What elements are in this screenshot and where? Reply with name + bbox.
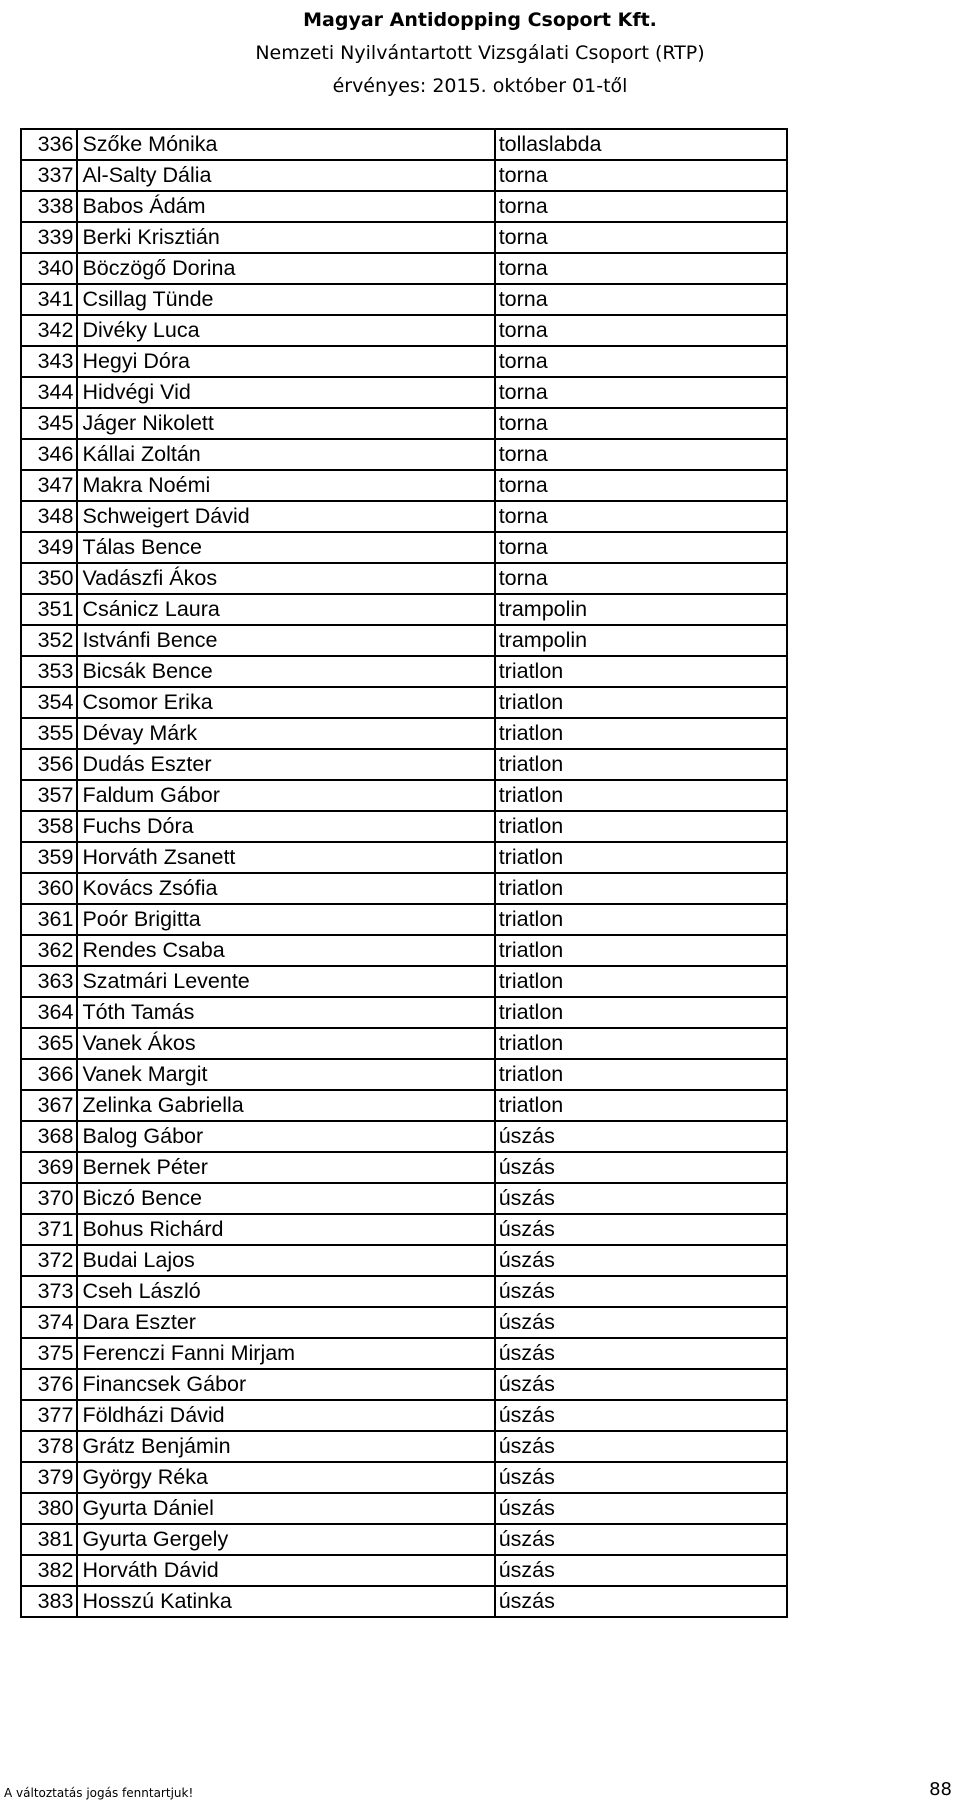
row-number-cell: 341 bbox=[21, 284, 77, 315]
sport-cell: tollaslabda bbox=[495, 129, 787, 160]
athlete-name-cell: Al-Salty Dália bbox=[77, 160, 494, 191]
athlete-name-cell: Poór Brigitta bbox=[77, 904, 494, 935]
sport-cell: torna bbox=[495, 501, 787, 532]
athlete-name-cell: Makra Noémi bbox=[77, 470, 494, 501]
row-number-cell: 358 bbox=[21, 811, 77, 842]
row-number-cell: 357 bbox=[21, 780, 77, 811]
table-row bbox=[21, 563, 787, 594]
sport-cell: úszás bbox=[495, 1214, 787, 1245]
table-row bbox=[21, 718, 787, 749]
table-row bbox=[21, 935, 787, 966]
row-number-cell: 347 bbox=[21, 470, 77, 501]
table-row bbox=[21, 904, 787, 935]
table-row bbox=[21, 253, 787, 284]
athlete-name-cell: Hidvégi Vid bbox=[77, 377, 494, 408]
sport-cell: triatlon bbox=[495, 1059, 787, 1090]
athlete-name-cell: Babos Ádám bbox=[77, 191, 494, 222]
athlete-name-cell: Financsek Gábor bbox=[77, 1369, 494, 1400]
table-row bbox=[21, 1276, 787, 1307]
sport-cell: triatlon bbox=[495, 904, 787, 935]
sport-cell: torna bbox=[495, 408, 787, 439]
document-header bbox=[0, 0, 960, 103]
sport-cell: úszás bbox=[495, 1524, 787, 1555]
table-row bbox=[21, 873, 787, 904]
row-number-cell: 362 bbox=[21, 935, 77, 966]
sport-cell: torna bbox=[495, 563, 787, 594]
table-row bbox=[21, 625, 787, 656]
table-row bbox=[21, 439, 787, 470]
athlete-name-cell: Gyurta Gergely bbox=[77, 1524, 494, 1555]
sport-cell: triatlon bbox=[495, 749, 787, 780]
row-number-cell: 354 bbox=[21, 687, 77, 718]
table-row bbox=[21, 1028, 787, 1059]
sport-cell: torna bbox=[495, 377, 787, 408]
row-number-cell: 365 bbox=[21, 1028, 77, 1059]
table-row bbox=[21, 966, 787, 997]
athlete-name-cell: Berki Krisztián bbox=[77, 222, 494, 253]
row-number-cell: 351 bbox=[21, 594, 77, 625]
row-number-cell: 378 bbox=[21, 1431, 77, 1462]
sport-cell: triatlon bbox=[495, 1090, 787, 1121]
sport-cell: torna bbox=[495, 160, 787, 191]
table-row bbox=[21, 470, 787, 501]
table-row bbox=[21, 656, 787, 687]
sport-cell: úszás bbox=[495, 1121, 787, 1152]
table-row bbox=[21, 1431, 787, 1462]
athlete-name-cell: Vanek Ákos bbox=[77, 1028, 494, 1059]
athlete-table bbox=[20, 128, 788, 1618]
athlete-name-cell: Szőke Mónika bbox=[77, 129, 494, 160]
sport-cell: úszás bbox=[495, 1338, 787, 1369]
row-number-cell: 342 bbox=[21, 315, 77, 346]
sport-cell: úszás bbox=[495, 1183, 787, 1214]
row-number-cell: 375 bbox=[21, 1338, 77, 1369]
athlete-name-cell: Faldum Gábor bbox=[77, 780, 494, 811]
row-number-cell: 336 bbox=[21, 129, 77, 160]
athlete-name-cell: Rendes Csaba bbox=[77, 935, 494, 966]
athlete-name-cell: Biczó Bence bbox=[77, 1183, 494, 1214]
athlete-name-cell: Horváth Zsanett bbox=[77, 842, 494, 873]
row-number-cell: 374 bbox=[21, 1307, 77, 1338]
sport-cell: úszás bbox=[495, 1400, 787, 1431]
table-row bbox=[21, 1059, 787, 1090]
table-row bbox=[21, 160, 787, 191]
athlete-name-cell: Tálas Bence bbox=[77, 532, 494, 563]
table-row bbox=[21, 687, 787, 718]
sport-cell: torna bbox=[495, 253, 787, 284]
table-row bbox=[21, 594, 787, 625]
row-number-cell: 344 bbox=[21, 377, 77, 408]
table-row bbox=[21, 1183, 787, 1214]
table-row bbox=[21, 501, 787, 532]
table-row bbox=[21, 1152, 787, 1183]
row-number-cell: 356 bbox=[21, 749, 77, 780]
row-number-cell: 367 bbox=[21, 1090, 77, 1121]
sport-cell: triatlon bbox=[495, 687, 787, 718]
sport-cell: torna bbox=[495, 346, 787, 377]
row-number-cell: 383 bbox=[21, 1586, 77, 1617]
table-row bbox=[21, 284, 787, 315]
table-row bbox=[21, 997, 787, 1028]
athlete-name-cell: Szatmári Levente bbox=[77, 966, 494, 997]
table-row bbox=[21, 532, 787, 563]
document-subtitle: Nemzeti Nyilvántartott Vizsgálati Csoport (RTP) bbox=[255, 42, 705, 64]
sport-cell: torna bbox=[495, 315, 787, 346]
sport-cell: triatlon bbox=[495, 966, 787, 997]
athlete-name-cell: Földházi Dávid bbox=[77, 1400, 494, 1431]
row-number-cell: 371 bbox=[21, 1214, 77, 1245]
row-number-cell: 363 bbox=[21, 966, 77, 997]
table-row bbox=[21, 129, 787, 160]
athlete-name-cell: Grátz Benjámin bbox=[77, 1431, 494, 1462]
athlete-name-cell: Cseh László bbox=[77, 1276, 494, 1307]
table-row bbox=[21, 1369, 787, 1400]
sport-cell: torna bbox=[495, 222, 787, 253]
row-number-cell: 372 bbox=[21, 1245, 77, 1276]
athlete-name-cell: Dévay Márk bbox=[77, 718, 494, 749]
table-row bbox=[21, 1462, 787, 1493]
row-number-cell: 348 bbox=[21, 501, 77, 532]
athlete-name-cell: Bohus Richárd bbox=[77, 1214, 494, 1245]
sport-cell: úszás bbox=[495, 1462, 787, 1493]
row-number-cell: 350 bbox=[21, 563, 77, 594]
table-row bbox=[21, 842, 787, 873]
footer-note: A változtatás jogás fenntartjuk! bbox=[4, 1786, 194, 1800]
sport-cell: torna bbox=[495, 532, 787, 563]
table-row bbox=[21, 1121, 787, 1152]
athlete-name-cell: Hosszú Katinka bbox=[77, 1586, 494, 1617]
row-number-cell: 343 bbox=[21, 346, 77, 377]
row-number-cell: 353 bbox=[21, 656, 77, 687]
table-row bbox=[21, 1090, 787, 1121]
row-number-cell: 370 bbox=[21, 1183, 77, 1214]
table-row bbox=[21, 811, 787, 842]
athlete-name-cell: Horváth Dávid bbox=[77, 1555, 494, 1586]
row-number-cell: 337 bbox=[21, 160, 77, 191]
row-number-cell: 340 bbox=[21, 253, 77, 284]
table-row bbox=[21, 315, 787, 346]
table-row bbox=[21, 408, 787, 439]
sport-cell: úszás bbox=[495, 1555, 787, 1586]
sport-cell: torna bbox=[495, 284, 787, 315]
sport-cell: úszás bbox=[495, 1431, 787, 1462]
athlete-rows bbox=[21, 129, 787, 1617]
sport-cell: úszás bbox=[495, 1152, 787, 1183]
row-number-cell: 381 bbox=[21, 1524, 77, 1555]
sport-cell: triatlon bbox=[495, 656, 787, 687]
athlete-name-cell: Bicsák Bence bbox=[77, 656, 494, 687]
athlete-name-cell: Jáger Nikolett bbox=[77, 408, 494, 439]
row-number-cell: 382 bbox=[21, 1555, 77, 1586]
row-number-cell: 339 bbox=[21, 222, 77, 253]
sport-cell: triatlon bbox=[495, 1028, 787, 1059]
sport-cell: úszás bbox=[495, 1245, 787, 1276]
row-number-cell: 377 bbox=[21, 1400, 77, 1431]
table-row bbox=[21, 377, 787, 408]
sport-cell: triatlon bbox=[495, 780, 787, 811]
athlete-name-cell: Csánicz Laura bbox=[77, 594, 494, 625]
sport-cell: triatlon bbox=[495, 811, 787, 842]
table-row bbox=[21, 1338, 787, 1369]
table-row bbox=[21, 1524, 787, 1555]
athlete-name-cell: Budai Lajos bbox=[77, 1245, 494, 1276]
table-row bbox=[21, 1493, 787, 1524]
row-number-cell: 364 bbox=[21, 997, 77, 1028]
table-row bbox=[21, 1214, 787, 1245]
row-number-cell: 376 bbox=[21, 1369, 77, 1400]
athlete-name-cell: Divéky Luca bbox=[77, 315, 494, 346]
table-row bbox=[21, 1400, 787, 1431]
athlete-name-cell: Istvánfi Bence bbox=[77, 625, 494, 656]
athlete-name-cell: Dara Eszter bbox=[77, 1307, 494, 1338]
row-number-cell: 345 bbox=[21, 408, 77, 439]
athlete-name-cell: Dudás Eszter bbox=[77, 749, 494, 780]
sport-cell: trampolin bbox=[495, 625, 787, 656]
row-number-cell: 380 bbox=[21, 1493, 77, 1524]
athlete-name-cell: Hegyi Dóra bbox=[77, 346, 494, 377]
table-row bbox=[21, 1555, 787, 1586]
athlete-name-cell: Böczögő Dorina bbox=[77, 253, 494, 284]
table-row bbox=[21, 1307, 787, 1338]
athlete-name-cell: Balog Gábor bbox=[77, 1121, 494, 1152]
athlete-name-cell: Csomor Erika bbox=[77, 687, 494, 718]
row-number-cell: 360 bbox=[21, 873, 77, 904]
sport-cell: torna bbox=[495, 439, 787, 470]
row-number-cell: 369 bbox=[21, 1152, 77, 1183]
page-number: 88 bbox=[929, 1779, 952, 1800]
athlete-name-cell: György Réka bbox=[77, 1462, 494, 1493]
sport-cell: torna bbox=[495, 191, 787, 222]
row-number-cell: 379 bbox=[21, 1462, 77, 1493]
sport-cell: úszás bbox=[495, 1493, 787, 1524]
athlete-name-cell: Tóth Tamás bbox=[77, 997, 494, 1028]
row-number-cell: 373 bbox=[21, 1276, 77, 1307]
sport-cell: triatlon bbox=[495, 842, 787, 873]
athlete-name-cell: Zelinka Gabriella bbox=[77, 1090, 494, 1121]
row-number-cell: 338 bbox=[21, 191, 77, 222]
table-row bbox=[21, 749, 787, 780]
row-number-cell: 361 bbox=[21, 904, 77, 935]
athlete-name-cell: Kovács Zsófia bbox=[77, 873, 494, 904]
sport-cell: triatlon bbox=[495, 935, 787, 966]
athlete-name-cell: Schweigert Dávid bbox=[77, 501, 494, 532]
table-row bbox=[21, 780, 787, 811]
athlete-name-cell: Ferenczi Fanni Mirjam bbox=[77, 1338, 494, 1369]
sport-cell: triatlon bbox=[495, 997, 787, 1028]
sport-cell: torna bbox=[495, 470, 787, 501]
table-row bbox=[21, 1586, 787, 1617]
sport-cell: úszás bbox=[495, 1369, 787, 1400]
table-row bbox=[21, 346, 787, 377]
athlete-name-cell: Fuchs Dóra bbox=[77, 811, 494, 842]
athlete-name-cell: Csillag Tünde bbox=[77, 284, 494, 315]
athlete-name-cell: Kállai Zoltán bbox=[77, 439, 494, 470]
athlete-name-cell: Vadászfi Ákos bbox=[77, 563, 494, 594]
sport-cell: triatlon bbox=[495, 873, 787, 904]
document-title: Magyar Antidopping Csoport Kft. bbox=[303, 9, 657, 31]
row-number-cell: 346 bbox=[21, 439, 77, 470]
table-row bbox=[21, 222, 787, 253]
sport-cell: trampolin bbox=[495, 594, 787, 625]
table-row bbox=[21, 1245, 787, 1276]
athlete-name-cell: Gyurta Dániel bbox=[77, 1493, 494, 1524]
table-row bbox=[21, 191, 787, 222]
row-number-cell: 349 bbox=[21, 532, 77, 563]
row-number-cell: 359 bbox=[21, 842, 77, 873]
sport-cell: úszás bbox=[495, 1586, 787, 1617]
sport-cell: triatlon bbox=[495, 718, 787, 749]
sport-cell: úszás bbox=[495, 1307, 787, 1338]
row-number-cell: 366 bbox=[21, 1059, 77, 1090]
validity-date: érvényes: 2015. október 01-től bbox=[332, 75, 628, 97]
row-number-cell: 352 bbox=[21, 625, 77, 656]
athlete-name-cell: Bernek Péter bbox=[77, 1152, 494, 1183]
row-number-cell: 368 bbox=[21, 1121, 77, 1152]
row-number-cell: 355 bbox=[21, 718, 77, 749]
sport-cell: úszás bbox=[495, 1276, 787, 1307]
athlete-name-cell: Vanek Margit bbox=[77, 1059, 494, 1090]
